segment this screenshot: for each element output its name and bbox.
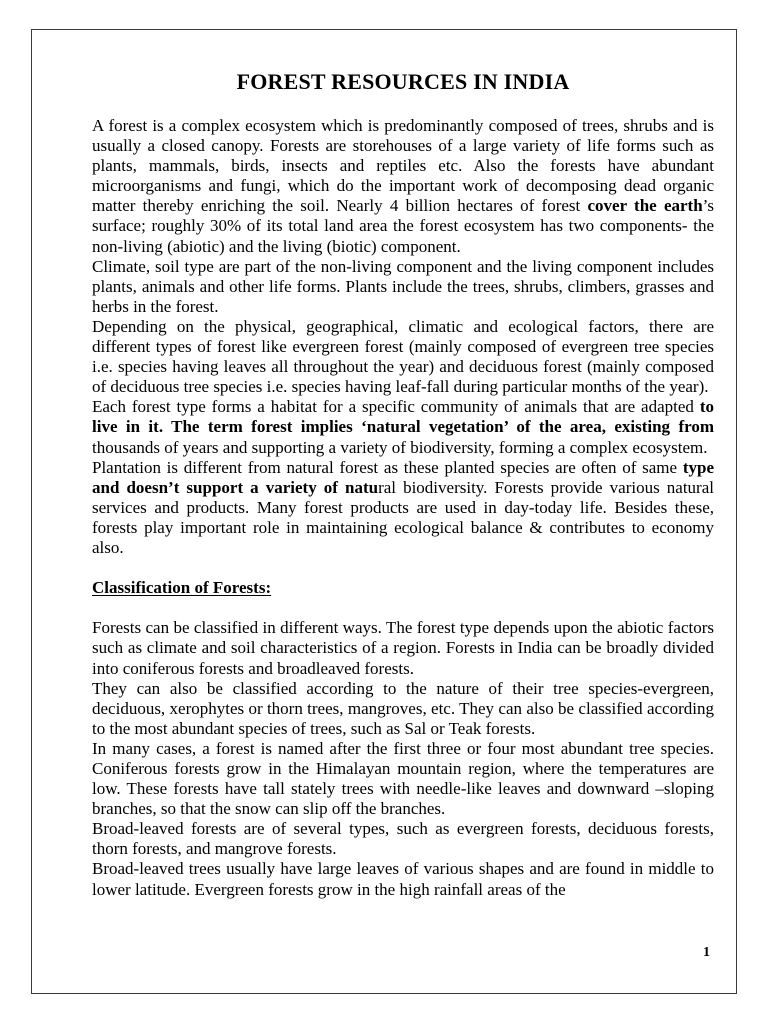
paragraph-classification-1: Forests can be classified in different ways. The forest type depends upon the abiotic factors such as climate and soil characteristics of a region. Forests in India can be broadly divided into coniferous forests and broadleaved forests. bbox=[92, 618, 714, 678]
section-heading-classification: Classification of Forests bbox=[92, 578, 266, 598]
paragraph-intro-5-part-b: ral biodiversity. Forests provide various natural services and products. Many forest products are used in day-today life. Besides these, forests play important role in maintaining ecological balance & contributes to economy also. bbox=[92, 477, 714, 557]
paragraph-intro-1-emphasis: cover the earth bbox=[587, 196, 703, 216]
section-heading-row bbox=[92, 578, 714, 598]
paragraph-intro-5-emphasis: type and doesn’t support a variety of natu bbox=[92, 457, 714, 497]
section-heading-colon: : bbox=[265, 578, 272, 598]
document-body bbox=[92, 116, 714, 900]
paragraph-classification-3: In many cases, a forest is named after the first three or four most abundant tree species. Coniferous forests grow in the Himalayan mountain region, where the temperatures are low. These forests have tall stately trees with needle-like leaves and downward –sloping branches, so that the snow can slip off the branches. bbox=[92, 738, 714, 819]
paragraph-intro-1-part-a: A forest is a complex ecosystem which is predominantly composed of trees, shrubs and is usually a closed canopy. Forests are storehouses of a large variety of life forms such as plants, mammals, birds, insects and reptiles etc. Also the forests have abundant microorganisms and fungi, which do the important work of decomposing dead organic matter thereby enriching the soil. Nearly 4 billion hectares of forest bbox=[92, 116, 714, 216]
page-number: 1 bbox=[703, 945, 710, 960]
paragraph-intro-4-part-a: Each forest type forms a habitat for a specific community of animals that are adapted bbox=[92, 397, 700, 417]
paragraph-classification-5: Broad-leaved trees usually have large leaves of various shapes and are found in middle to lower latitude. Evergreen forests grow in the high rainfall areas of the bbox=[92, 859, 714, 899]
paragraph-intro-1-part-b: ’s surface; roughly 30% of its total land area the forest ecosystem has two components- the non-living (abiotic) and the living (biotic) component. bbox=[92, 196, 714, 256]
document-page bbox=[31, 29, 737, 994]
blank-line-before-heading bbox=[92, 558, 714, 578]
page-title: FOREST RESOURCES IN INDIA bbox=[236, 69, 570, 94]
paragraph-intro-4-emphasis: to live in it. The term forest implies ‘natural vegetation’ of the area, existing from bbox=[92, 397, 714, 437]
paragraph-intro-5-part-a: Plantation is different from natural forest as these planted species are often of same bbox=[92, 457, 683, 477]
paragraph-intro-3: Depending on the physical, geographical, climatic and ecological factors, there are different types of forest like evergreen forest (mainly composed of evergreen tree species i.e. species having leaves all throughout the year) and deciduous forest (mainly composed of deciduous tree species i.e. species having leaf-fall during particular months of the year). bbox=[92, 316, 714, 397]
paragraph-intro-4-part-b: thousands of years and supporting a variety of biodiversity, forming a complex ecosystem. bbox=[92, 437, 708, 457]
document-content-area bbox=[92, 30, 714, 993]
paragraph-intro-2: Climate, soil type are part of the non-living component and the living component includes plants, animals and other life forms. Plants include the trees, shrubs, climbers, grasses and herbs in the forest. bbox=[92, 256, 714, 316]
paragraph-intro-5 bbox=[92, 458, 714, 558]
paragraph-classification-4: Broad-leaved forests are of several types, such as evergreen forests, deciduous forests, thorn forests, and mangrove forests. bbox=[92, 819, 714, 859]
paragraph-intro-1 bbox=[92, 116, 714, 257]
paragraph-classification-2: They can also be classified according to the nature of their tree species-evergreen, deciduous, xerophytes or thorn trees, mangroves, etc. They can also be classified according to the most abundant species of trees, such as Sal or Teak forests. bbox=[92, 678, 714, 738]
paragraph-intro-4 bbox=[92, 397, 714, 457]
blank-line-after-heading bbox=[92, 598, 714, 618]
